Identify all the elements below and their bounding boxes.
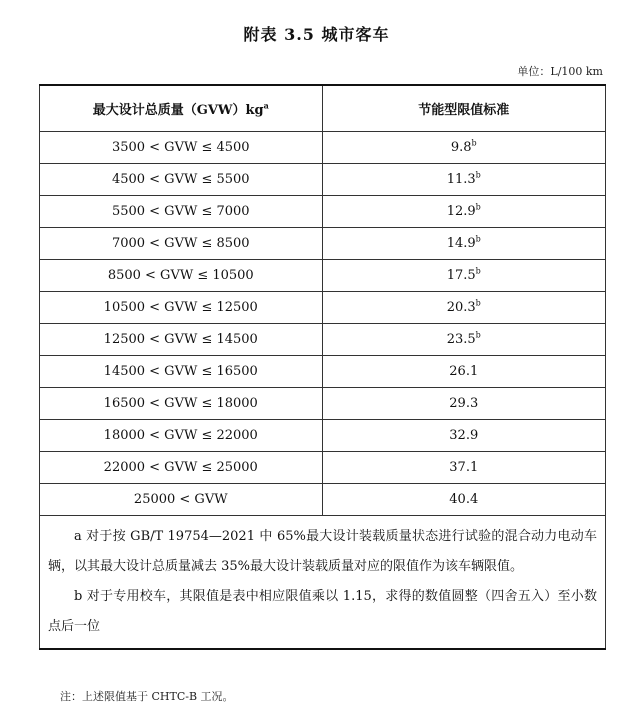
unit-label: 单位：L/100 km — [517, 65, 603, 78]
header-gvw-sup: a — [263, 100, 269, 111]
table-row — [40, 483, 606, 515]
gvw-range-cell: 25000 < GVW — [40, 483, 323, 515]
table-row — [40, 419, 606, 451]
footnote: 注：上述限值基于 CHTC-B 工况。 — [60, 690, 234, 703]
limit-value-sup: b — [475, 330, 481, 340]
gvw-range-cell: 18000 < GVW ≤ 22000 — [40, 419, 323, 451]
limits-table — [39, 84, 606, 650]
table-title: 附表 3.5 城市客车 — [243, 25, 390, 44]
table-header-row — [40, 85, 606, 131]
table-row — [40, 355, 606, 387]
note-b: b 对于专用校车，其限值是表中相应限值乘以 1.15，求得的数值圆整（四舍五入）至小数点后一位 — [48, 588, 597, 634]
table-row — [40, 291, 606, 323]
limit-value-cell: 12.9$^b$ — [322, 195, 605, 227]
table-row — [40, 163, 606, 195]
note-a: a 对于按 GB/T 19754—2021 中 65%最大设计装载质量状态进行试验的混合动力电动车辆，以其最大设计总质量减去 35%最大设计装载质量对应的限值作为该车辆限值。 — [48, 528, 597, 574]
table-row — [40, 323, 606, 355]
gvw-range-cell: 14500 < GVW ≤ 16500 — [40, 355, 323, 387]
table-row — [40, 227, 606, 259]
limit-value-sup: b — [471, 138, 477, 148]
table-row — [40, 131, 606, 163]
limit-value-cell: 11.3$^b$ — [322, 163, 605, 195]
gvw-range-cell: 7000 < GVW ≤ 8500 — [40, 227, 323, 259]
limit-value-cell: 29.3 — [322, 387, 605, 419]
limit-value-sup: b — [475, 266, 481, 276]
notes-row — [40, 515, 606, 649]
gvw-range-cell: 3500 < GVW ≤ 4500 — [40, 131, 323, 163]
gvw-range-cell: 4500 < GVW ≤ 5500 — [40, 163, 323, 195]
gvw-range-cell: 5500 < GVW ≤ 7000 — [40, 195, 323, 227]
limit-value-cell: 32.9 — [322, 419, 605, 451]
limit-value-sup: b — [475, 234, 481, 244]
table-row — [40, 387, 606, 419]
limit-value-sup: b — [475, 170, 481, 180]
limit-value-cell: 26.1 — [322, 355, 605, 387]
gvw-range-cell: 10500 < GVW ≤ 12500 — [40, 291, 323, 323]
limit-value-cell: 40.4 — [322, 483, 605, 515]
limit-value-cell: 17.5$^b$ — [322, 259, 605, 291]
gvw-range-cell: 22000 < GVW ≤ 25000 — [40, 451, 323, 483]
limit-value-cell: 9.8$^b$ — [322, 131, 605, 163]
table-row — [40, 195, 606, 227]
limit-value-cell: 14.9$^b$ — [322, 227, 605, 259]
gvw-range-cell: 8500 < GVW ≤ 10500 — [40, 259, 323, 291]
limit-value-cell: 20.3$^b$ — [322, 291, 605, 323]
limit-value-cell: 37.1 — [322, 451, 605, 483]
table-row — [40, 451, 606, 483]
gvw-range-cell: 12500 < GVW ≤ 14500 — [40, 323, 323, 355]
gvw-range-cell: 16500 < GVW ≤ 18000 — [40, 387, 323, 419]
header-gvw: 最大设计总质量$(GVW)kg^a$ — [40, 85, 323, 131]
notes-cell — [40, 515, 606, 649]
table-row — [40, 259, 606, 291]
header-limit: 节能型限值标准 — [322, 85, 605, 131]
limit-value-sup: b — [475, 202, 481, 212]
limit-value-sup: b — [475, 298, 481, 308]
limit-value-cell: 23.5$^b$ — [322, 323, 605, 355]
